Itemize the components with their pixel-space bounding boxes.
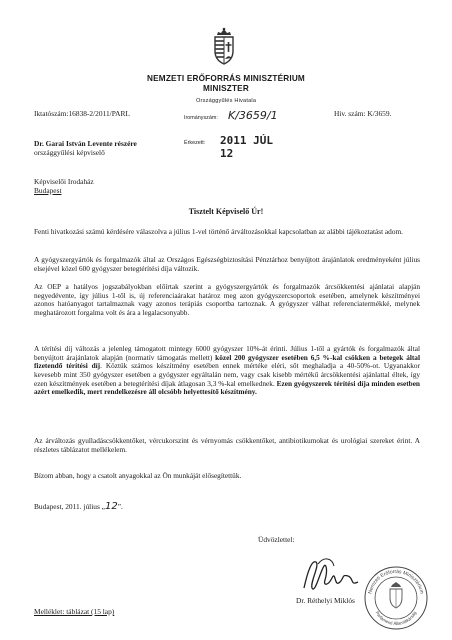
recipient-name: Dr. Garai István Levente részére bbox=[34, 139, 137, 148]
registry-stamp-iktato-label: Irományszám: bbox=[184, 115, 218, 121]
reference-number: Iktatószám:16838-2/2011/PARL bbox=[34, 109, 130, 118]
paragraph-1: Fenti hivatkozási számú kérdésére válaszolva a július 1-vel történő árváltozásokkal kapcsolatban az alábbi tájékoztatást adom. bbox=[34, 227, 403, 236]
date-day-handwritten: 12 bbox=[104, 501, 118, 512]
recipient-office: Képviselői Irodaház bbox=[34, 177, 94, 186]
registry-stamp-erkezett-value: 2011 JÚL 12 bbox=[220, 134, 273, 160]
hungarian-coat-of-arms-icon bbox=[208, 26, 240, 66]
paragraph-4-highlight-1: közel 200 gyógyszer esetében 6,5 %-kal csökken a betegek által fizetendő térítési díj bbox=[34, 352, 420, 371]
paragraph-2: A gyógyszergyártók és forgalmazók által az Országos Egészségbiztosítási Pénztárhoz benyújtott árajánlatok eredményeként július elsejével közel 600 gyógyszer betegtérítési díja változik. bbox=[34, 255, 420, 273]
paragraph-5: Az árváltozás gyulladáscsökkentőket, vércukorszint és vérnyomás csökkentőket, antibiotikumokat és urológiai szereket érint. A részletes táblázatot mellékelem. bbox=[34, 436, 420, 454]
date-suffix: ”. bbox=[117, 502, 123, 511]
round-stamp-top-text: Nemzeti Erőforrás Minisztérium bbox=[367, 568, 425, 595]
paragraph-4-part-2: . Köztük számos készítmény esetében ennek mértéke eléri, sőt meghaladja a 40-50%-ot. Ugyanakkor kevesebb mint 350 gyógyszer esetében a gyógyszer egyáltalán nem, vagy csak kisebb mértékű árcsökkentési ajánlattal éltek, így ezen készítmények esetében a betegtérítési díjak átlagosan 3,3 %-kal emelkednek. bbox=[34, 361, 420, 388]
recipient-role: országgyűlési képviselő bbox=[34, 148, 105, 157]
ministry-subtitle: MINISZTER bbox=[203, 84, 249, 93]
hiv-szam: Hiv. szám: K/3659. bbox=[334, 109, 392, 118]
registry-stamp bbox=[176, 98, 284, 160]
date-prefix: Budapest, 2011. július „ bbox=[34, 502, 105, 511]
paragraph-6: Bízom abban, hogy a csatolt anyagokkal az Ön munkáját elősegítettük. bbox=[34, 471, 242, 480]
registry-stamp-iktato-value: K/3659/1 bbox=[228, 109, 278, 122]
paragraph-4-part-1: A térítési díj változás a jelenleg támogatott mintegy 6000 gyógyszer 10%-át érinti. Július 1-től a gyártók és forgalmazók által benyújtott árajánlatok alapján (normatív támogatás mellett) bbox=[34, 344, 420, 362]
closing-greeting: Üdvözlettel: bbox=[258, 535, 295, 544]
signer-name: Dr. Réthelyi Miklós bbox=[296, 596, 355, 605]
date-line bbox=[34, 502, 123, 511]
recipient-city: Budapest bbox=[34, 186, 62, 195]
paragraph-4 bbox=[34, 345, 420, 397]
paragraph-3: Az OEP a hatályos jogszabályokban előírtak szerint a gyógyszergyártók és forgalmazók árcsökkentési ajánlatai alapján negyedévente, így július 1-től is, új referenciaárakat határoz meg azon gyógyszercsoportok esetében, amelynek készítményei azonos hatóanyagot tartalmaznak vagy azonos terápiás csoportba tartoznak. A gyógyszer válhat referenciatermékké, melynek meghatározott forgalma volt és ára a legalacsonyabb. bbox=[34, 282, 420, 317]
ministry-name: NEMZETI ERŐFORRÁS MINISZTÉRIUM bbox=[147, 74, 305, 83]
registry-stamp-erkezett-label: Érkezett: bbox=[184, 140, 206, 146]
round-stamp-bottom-text: Parlamenti Államtitkárság bbox=[374, 610, 418, 627]
paragraph-4-highlight-2: Ezen gyógyszerek térítési díja minden esetben azért emelkedik, mert rendelkezésre áll olcsóbb helyettesítő készítmény. bbox=[34, 378, 420, 397]
salutation: Tisztelt Képviselő Úr! bbox=[188, 207, 264, 216]
ministry-round-stamp-icon bbox=[363, 565, 429, 631]
registry-stamp-title: Országgyűlés Hivatala bbox=[196, 98, 257, 104]
attachment-note: Melléklet: táblázat (15 lap) bbox=[34, 607, 115, 616]
